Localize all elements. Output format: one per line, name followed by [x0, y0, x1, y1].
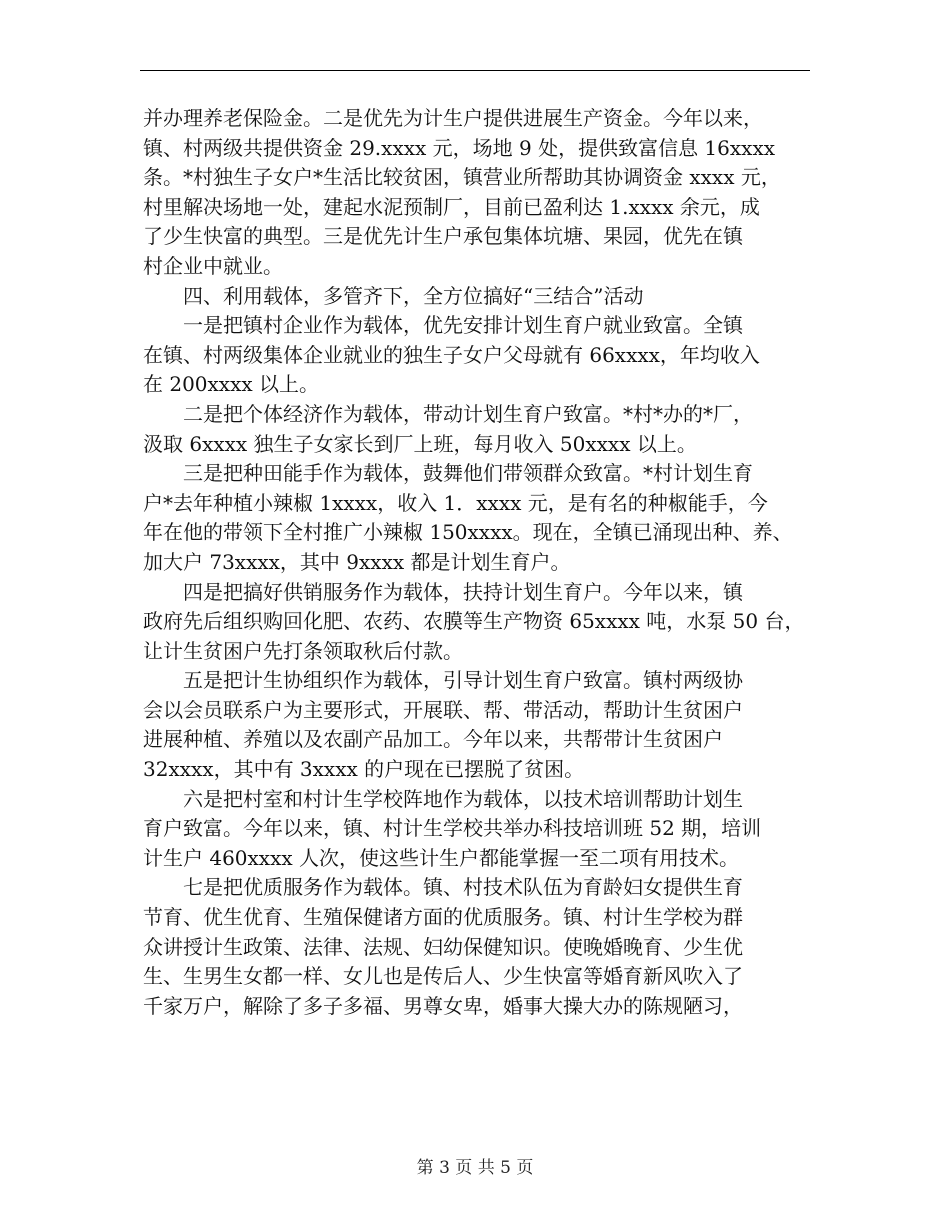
- text-line: 四是把搞好供销服务作为载体，扶持计划生育户。今年以来，镇: [183, 579, 743, 604]
- text-line: 千家万户，解除了多子多福、男尊女卑，婚事大操大办的陈规陋习，: [143, 993, 743, 1018]
- text-line: 政府先后组织购回化肥、农药、农膜等生产物资 65xxxx 吨，水泵 50 台，: [143, 609, 805, 634]
- text-line: 32xxxx，其中有 3xxxx 的户现在已摆脱了贫困。: [143, 757, 585, 782]
- text-line: 众讲授计生政策、法律、法规、妇幼保健知识。使晚婚晚育、少生优: [143, 934, 743, 959]
- text-line: 村企业中就业。: [143, 253, 283, 278]
- text-line: 六是把村室和村计生学校阵地作为载体，以技术培训帮助计划生: [183, 786, 743, 811]
- text-line: 一是把镇村企业作为载体，优先安排计划生育户就业致富。全镇: [183, 313, 743, 338]
- document-body: [143, 104, 833, 1021]
- text-line: 三是把种田能手作为载体，鼓舞他们带领群众致富。*村计划生育: [183, 461, 753, 486]
- text-line: 镇、村两级共提供资金 29.xxxx 元，场地 9 处，提供致富信息 16xxxx: [143, 135, 776, 160]
- text-line: 在镇、村两级集体企业就业的独生子女户父母就有 66xxxx，年均收入: [143, 342, 760, 367]
- text-line: 村里解决场地一处，建起水泥预制厂，目前已盈利达 1.xxxx 余元，成: [143, 194, 760, 219]
- text-line: 户*去年种植小辣椒 1xxxx，收入 1．xxxx 元，是有名的种椒能手，今: [143, 490, 768, 515]
- text-line: 会以会员联系户为主要形式，开展联、帮、带活动，帮助计生贫困户: [143, 697, 743, 722]
- text-line: 加大户 73xxxx，其中 9xxxx 都是计划生育户。: [143, 549, 571, 574]
- text-line: 年在他的带领下全村推广小辣椒 150xxxx。现在，全镇已涌现出种、养、: [143, 520, 793, 545]
- text-line: 生、生男生女都一样、女儿也是传后人、少生快富等婚育新风吹入了: [143, 964, 743, 989]
- text-line: 了少生快富的典型。三是优先计生户承包集体坑塘、果园，优先在镇: [143, 224, 743, 249]
- text-line: 在 200xxxx 以上。: [143, 372, 320, 397]
- text-line: 七是把优质服务作为载体。镇、村技术队伍为育龄妇女提供生育: [183, 875, 743, 900]
- text-line: 育户致富。今年以来，镇、村计生学校共举办科技培训班 52 期，培训: [143, 816, 762, 841]
- page-number-footer: 第 3 页 共 5 页: [416, 1158, 534, 1178]
- text-line: 并办理养老保险金。二是优先为计生户提供进展生产资金。今年以来，: [143, 106, 763, 130]
- text-line: 四、利用载体，多管齐下，全方位搞好“三结合”活动: [183, 283, 644, 308]
- text-line: 进展种植、养殖以及农副产品加工。今年以来，共帮带计生贫困户: [143, 727, 723, 752]
- text-line: 二是把个体经济作为载体，带动计划生育户致富。*村*办的*厂，: [183, 401, 753, 426]
- header-rule: [140, 70, 810, 71]
- text-line: 汲取 6xxxx 独生子女家长到厂上班，每月收入 50xxxx 以上。: [143, 431, 697, 456]
- text-line: 计生户 460xxxx 人次，使这些计生户都能掌握一至二项有用技术。: [143, 845, 740, 870]
- text-line: 五是把计生协组织作为载体，引导计划生育户致富。镇村两级协: [183, 668, 743, 693]
- text-line: 让计生贫困户先打条领取秋后付款。: [143, 638, 463, 663]
- text-line: 条。*村独生子女户*生活比较贫困，镇营业所帮助其协调资金 xxxx 元，: [143, 165, 781, 190]
- text-line: 节育、优生优育、生殖保健诸方面的优质服务。镇、村计生学校为群: [143, 905, 743, 930]
